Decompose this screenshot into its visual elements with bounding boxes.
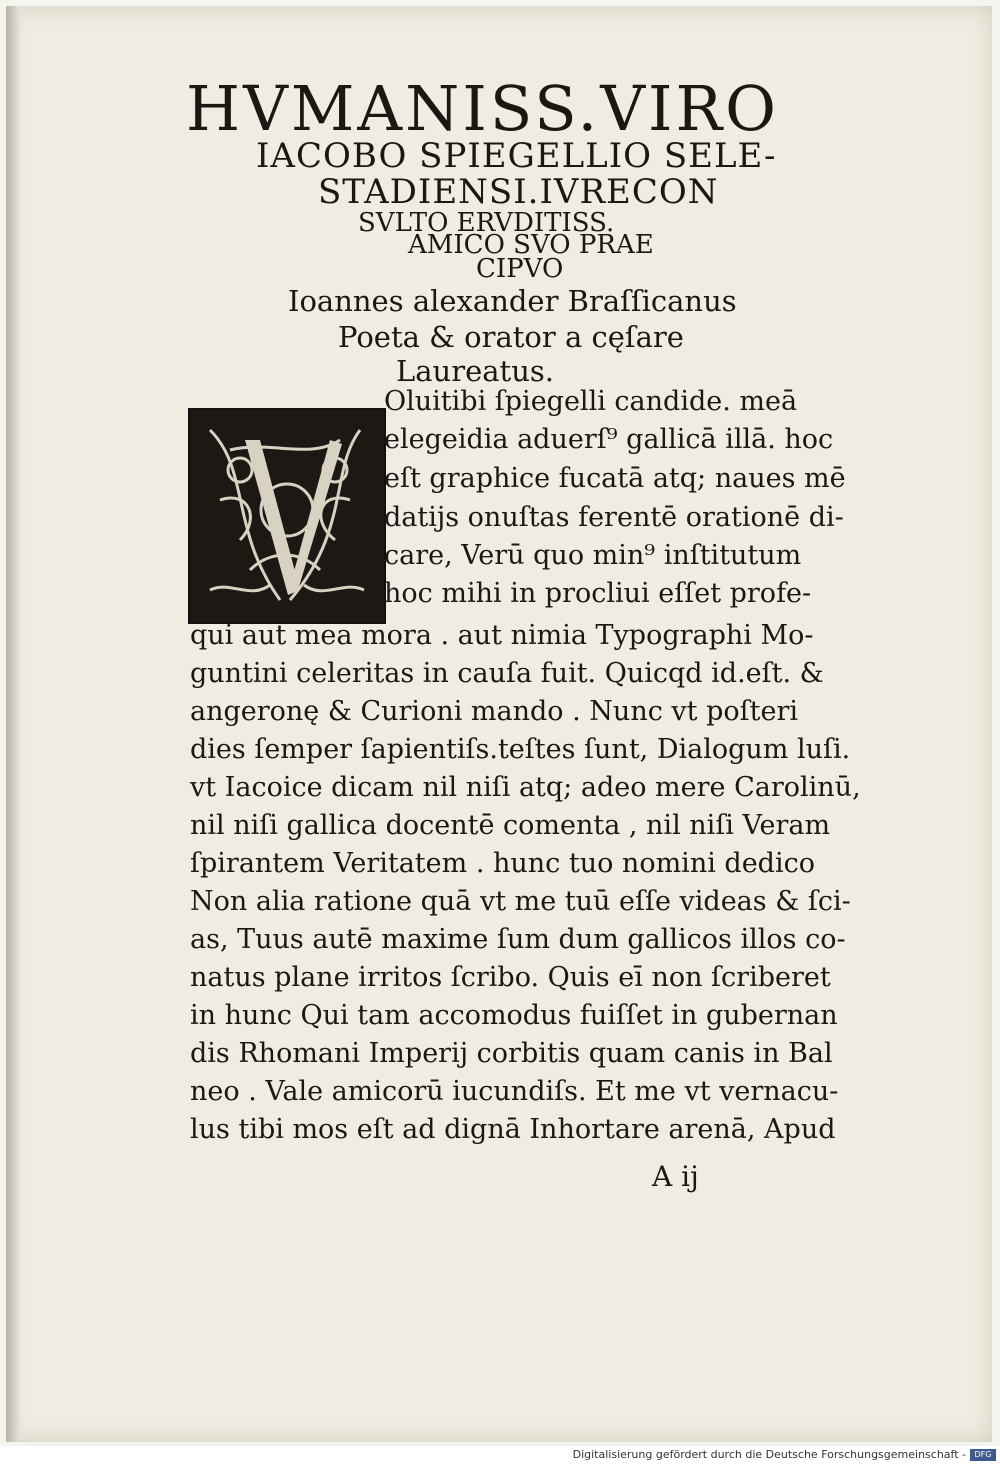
body-line-10: dies ſemper ſapientiſs.teſtes ſunt, Dialogum luſi.	[190, 734, 851, 765]
body-line-11: vt Iacoice dicam nil niſi atq; adeo mere Carolinū,	[190, 772, 861, 803]
body-line-13: ſpirantem Veritatem . hunc tuo nomini dedico	[190, 848, 815, 879]
author-line-1: Ioannes alexander Braſſicanus	[288, 284, 737, 318]
body-line-18: dis Rhomani Imperij corbitis quam canis in Bal	[190, 1038, 833, 1069]
heading-line-3: STADIENSI.IVRECON	[318, 172, 719, 212]
body-line-3: eſt graphice fucatā atq; naues mē	[384, 463, 846, 494]
body-line-12: nil niſi gallica docentē comenta , nil niſi Veram	[190, 810, 831, 841]
page-spine	[6, 6, 20, 1442]
heading-line-6: CIPVO	[476, 254, 564, 284]
heading-line-5: AMICO SVO PRAE	[408, 230, 654, 260]
body-line-1: Oluitibi ſpiegelli candide. meā	[384, 386, 798, 417]
body-line-14: Non alia ratione quā vt me tuū eſſe videas & ſci-	[190, 886, 851, 917]
decorated-initial-v	[188, 408, 386, 624]
footer-credit: Digitalisierung gefördert durch die Deutsche Forschungsgemeinschaft -	[572, 1448, 966, 1461]
heading-line-4: SVLTO ERVDITISS.	[358, 208, 615, 238]
heading-line-1: HVMANISS.VIRO	[186, 72, 779, 145]
body-line-20: lus tibi mos eſt ad dignā Inhortare arenā, Apud	[190, 1114, 836, 1145]
body-line-4: datijs onuſtas ferentē orationē di-	[384, 502, 844, 533]
heading-line-2: IACOBO SPIEGELLIO SELE-	[256, 136, 777, 176]
dfg-logo: DFG	[970, 1449, 996, 1461]
body-line-2: elegeidia aduerſ⁹ gallicā illā. hoc	[384, 424, 834, 455]
body-line-17: in hunc Qui tam accomodus fuiſſet in gubernan	[190, 1000, 838, 1031]
body-line-6: hoc mihi in procliui eſſet profe-	[384, 578, 812, 609]
author-line-3: Laureatus.	[396, 354, 554, 388]
author-line-2: Poeta & orator a cęſare	[338, 320, 684, 354]
signature-mark: A ij	[652, 1160, 699, 1193]
footer-bar	[0, 1446, 1000, 1464]
body-line-15: as, Tuus autē maxime ſum dum gallicos illos co-	[190, 924, 846, 955]
decorated-initial-v-icon	[190, 410, 384, 622]
body-line-19: neo . Vale amicorū iucundiſs. Et me vt vernacu-	[190, 1076, 839, 1107]
body-line-8: guntini celeritas in cauſa fuit. Quicqd id.eſt. &	[190, 658, 824, 689]
body-line-7: qui aut mea mora . aut nimia Typographi Mo-	[190, 620, 814, 651]
body-line-16: natus plane irritos ſcribo. Quis eī non ſcriberet	[190, 962, 831, 993]
body-line-5: care, Verū quo min⁹ inſtitutum	[384, 540, 802, 571]
body-line-9: angeronę & Curioni mando . Nunc vt poſteri	[190, 696, 799, 727]
